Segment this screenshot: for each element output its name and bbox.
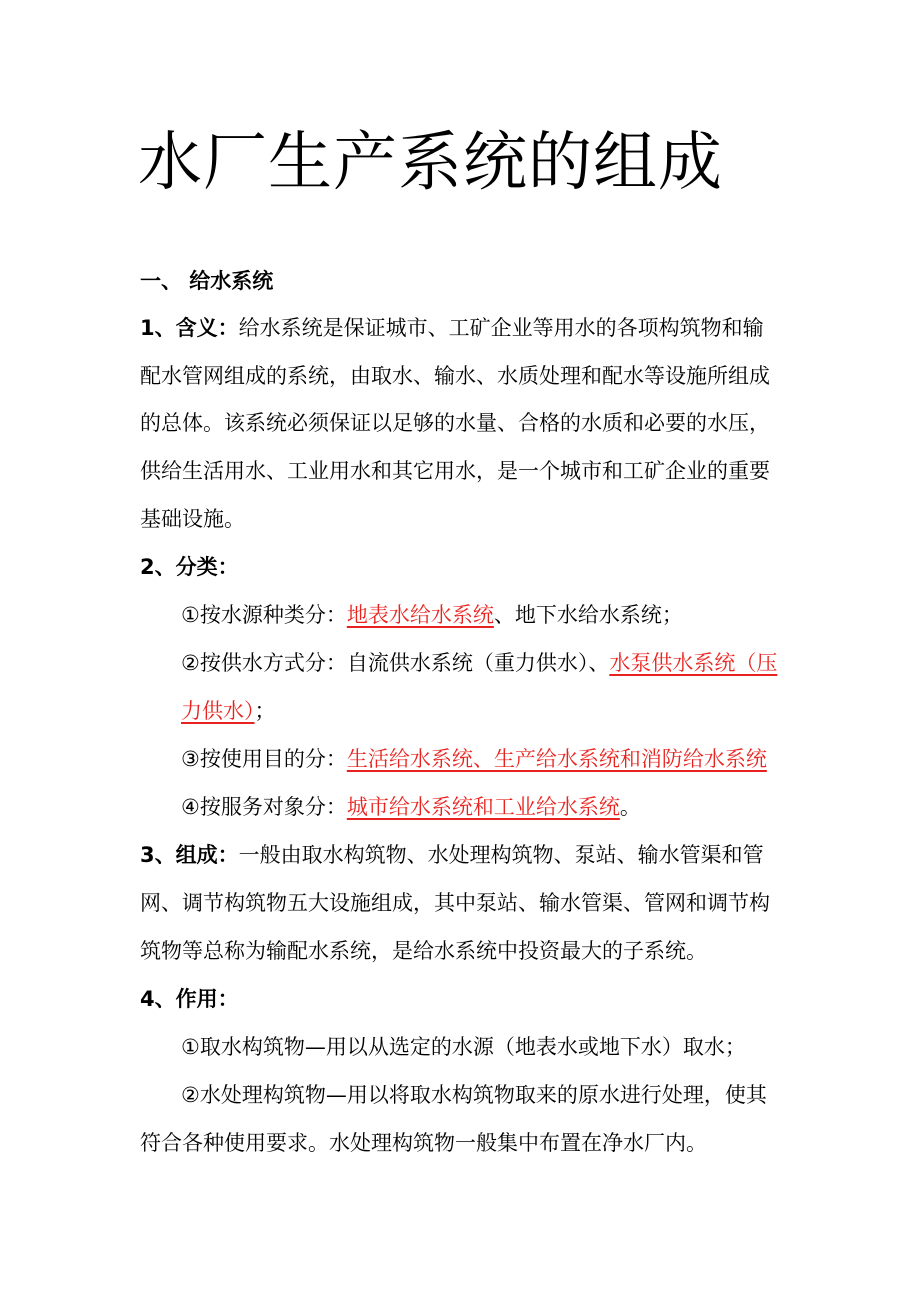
classification-4 — [181, 792, 641, 822]
classification-3-highlight: 生活给水系统、生产给水系统和消防给水系统 — [346, 747, 767, 771]
item1-line3: 的总体。该系统必须保证以足够的水量、合格的水质和必要的水压， — [140, 411, 770, 435]
item4-label: 4、作用： — [140, 987, 239, 1011]
page-title: 水厂生产系统的组成 — [138, 126, 723, 200]
classification-3-prefix: ③按使用目的分： — [181, 747, 347, 771]
section-heading-water-supply: 一、 给水系统 — [140, 269, 274, 293]
classification-4-prefix: ④按服务对象分： — [181, 795, 347, 819]
classification-2-cont — [181, 696, 276, 726]
function-1: ①取水构筑物—用以从选定的水源（地表水或地下水）取水； — [181, 1035, 746, 1059]
item3-line3: 筑物等总称为输配水系统，是给水系统中投资最大的子系统。 — [140, 939, 707, 963]
classification-4-suffix: 。 — [619, 795, 641, 819]
classification-2-highlight-a: 水泵供水系统（压 — [609, 651, 778, 675]
item1-line2: 配水管网组成的系统，由取水、输水、水质处理和配水等设施所组成 — [140, 364, 770, 388]
classification-2-suffix: ； — [254, 699, 276, 723]
item2-label: 2、分类： — [140, 555, 239, 579]
item3-label: 3、组成： — [140, 843, 239, 867]
item1-line1 — [140, 313, 764, 343]
item1-label: 1、含义： — [140, 316, 239, 340]
function-2-line1: ②水处理构筑物—用以将取水构筑物取来的原水进行处理，使其 — [181, 1083, 767, 1107]
classification-2-prefix: ②按供水方式分：自流供水系统（重力供水）、 — [181, 651, 610, 675]
item3-line1 — [140, 840, 764, 870]
classification-1-suffix: 、地下水给水系统； — [493, 603, 683, 627]
classification-1 — [181, 600, 683, 630]
item1-line5: 基础设施。 — [140, 507, 245, 531]
item3-line2: 网、调节构筑物五大设施组成，其中泵站、输水管渠、管网和调节构 — [140, 891, 770, 915]
classification-2 — [181, 648, 777, 678]
classification-1-highlight: 地表水给水系统 — [346, 603, 494, 627]
classification-4-highlight: 城市给水系统和工业给水系统 — [346, 795, 620, 819]
classification-3 — [181, 744, 767, 774]
item3-text1: 一般由取水构筑物、水处理构筑物、泵站、输水管渠和管 — [238, 843, 764, 867]
item1-text1: 给水系统是保证城市、工矿企业等用水的各项构筑物和输 — [238, 316, 764, 340]
item1-line4: 供给生活用水、工业用水和其它用水，是一个城市和工矿企业的重要 — [140, 459, 770, 483]
function-2-line2: 符合各种使用要求。水处理构筑物一般集中布置在净水厂内。 — [140, 1131, 707, 1155]
classification-1-prefix: ①按水源种类分： — [181, 603, 347, 627]
classification-2-highlight-b: 力供水） — [181, 699, 255, 723]
